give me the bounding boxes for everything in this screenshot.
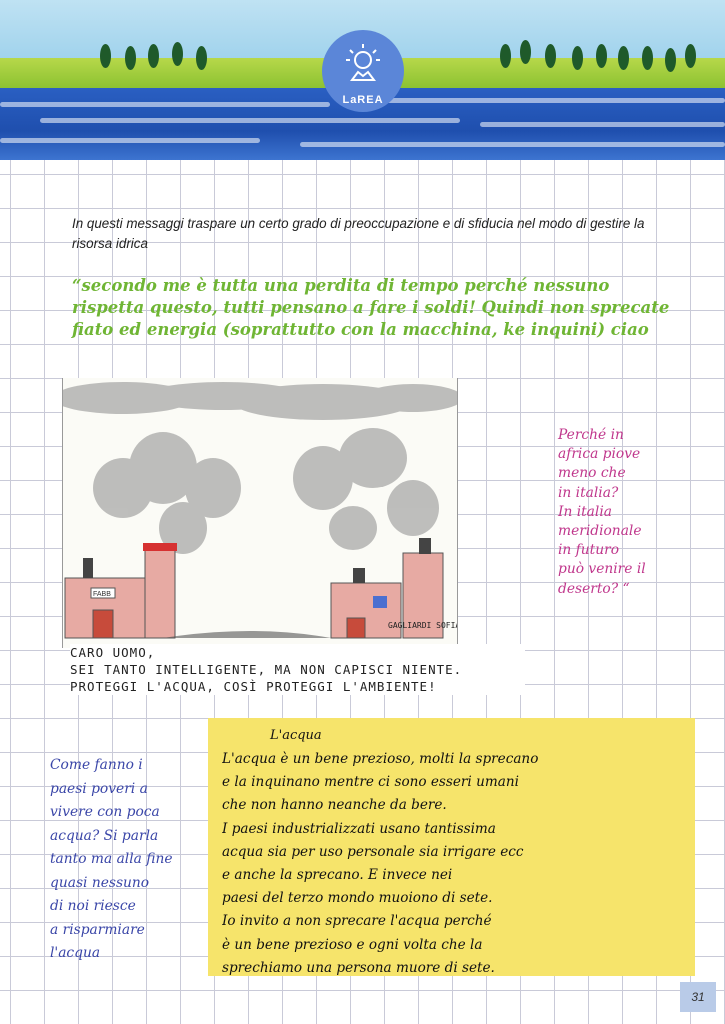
- blue-quote-line: paesi poveri a: [50, 780, 148, 797]
- note-line: paesi del terzo mondo muoiono di sete.: [222, 890, 493, 907]
- pink-quote-line: in futuro: [558, 542, 620, 559]
- tree-icon: [172, 42, 183, 66]
- pink-quote-line: può venire il: [558, 561, 646, 578]
- pink-quote-line: meridionale: [558, 523, 642, 540]
- note-line: acqua sia per uso personale sia irrigare ecc: [222, 843, 524, 860]
- child-drawing: [62, 378, 458, 648]
- note-line: Io invito a non sprecare l'acqua perché: [222, 913, 492, 930]
- tree-icon: [520, 40, 531, 64]
- blue-quote-line: acqua? Si parla: [50, 827, 159, 844]
- note-line: e anche la sprecano. E invece nei: [222, 867, 453, 884]
- blue-quote: [50, 754, 185, 966]
- note-line: L'acqua è un bene prezioso, molti la sprecano: [222, 751, 539, 767]
- tree-icon: [500, 44, 511, 68]
- pink-quote-line: meno che: [558, 465, 626, 482]
- handwritten-note: [208, 718, 695, 976]
- note-line: è un bene prezioso e ogni volta che la: [222, 936, 483, 953]
- caption-line: PROTEGGI L'ACQUA, COSÌ PROTEGGI L'AMBIENTE!: [70, 679, 437, 694]
- pink-quote-line: in italia?: [558, 484, 619, 501]
- blue-quote-line: l'acqua: [50, 945, 101, 961]
- blue-quote-line: Come fanno i: [50, 757, 143, 773]
- pink-quote-line: Perché in: [558, 427, 624, 443]
- tree-icon: [665, 48, 676, 72]
- tree-icon: [596, 44, 607, 68]
- blue-quote-line: tanto ma alla fine: [50, 851, 173, 867]
- tree-icon: [125, 46, 136, 70]
- tree-icon: [148, 44, 159, 68]
- green-quote: “secondo me è tutta una perdita di tempo perché nessuno rispetta questo, tutti pensano a fare i soldi! Quindi non sprecate fiato ed energia (soprattutto con la macchina, ke inquini) ciao: [72, 276, 670, 339]
- page-number: 31: [680, 982, 716, 1012]
- blue-quote-line: di noi riesce: [50, 898, 136, 914]
- tree-icon: [100, 44, 111, 68]
- tree-icon: [545, 44, 556, 68]
- intro-text: In questi messaggi traspare un certo grado di preoccupazione e di sfiducia nel modo di gestire la risorsa idrica: [72, 216, 645, 251]
- tree-icon: [196, 46, 207, 70]
- logo-text: LaREA: [342, 94, 384, 106]
- note-line: I paesi industrializzati usano tantissima: [222, 820, 496, 837]
- factory-left: [65, 543, 177, 638]
- caption-line: SEI TANTO INTELLIGENTE, MA NON CAPISCI NIENTE.: [70, 662, 463, 677]
- note-line: e la inquinano mentre ci sono esseri umani: [222, 774, 519, 791]
- tree-icon: [642, 46, 653, 70]
- header-banner: [0, 0, 725, 160]
- drawing-caption: [70, 644, 525, 695]
- factory-sign: FABB: [93, 591, 111, 598]
- pink-quote: [558, 426, 683, 599]
- blue-quote-line: vivere con poca: [50, 804, 160, 820]
- note-title: L'acqua: [270, 728, 322, 743]
- tree-icon: [618, 46, 629, 70]
- caption-line: CARO UOMO,: [70, 645, 156, 660]
- smoke-clouds: [63, 382, 457, 554]
- tree-icon: [572, 46, 583, 70]
- blue-quote-line: quasi nessuno: [50, 874, 150, 891]
- smog-ground: [163, 631, 331, 638]
- drawing-signature: GAGLIARDI SOFIA: [388, 621, 457, 630]
- tree-icon: [685, 44, 696, 68]
- note-body: [222, 748, 687, 980]
- note-line: che non hanno neanche da bere.: [222, 797, 447, 814]
- blue-quote-line: a risparmiare: [50, 921, 145, 938]
- drawing-illustration: [63, 378, 457, 648]
- pink-quote-line: deserto? “: [558, 580, 630, 597]
- pink-quote-line: africa piove: [558, 446, 641, 463]
- note-line: sprechiamo una persona muore di sete.: [222, 959, 495, 976]
- pink-quote-line: In italia: [558, 503, 612, 520]
